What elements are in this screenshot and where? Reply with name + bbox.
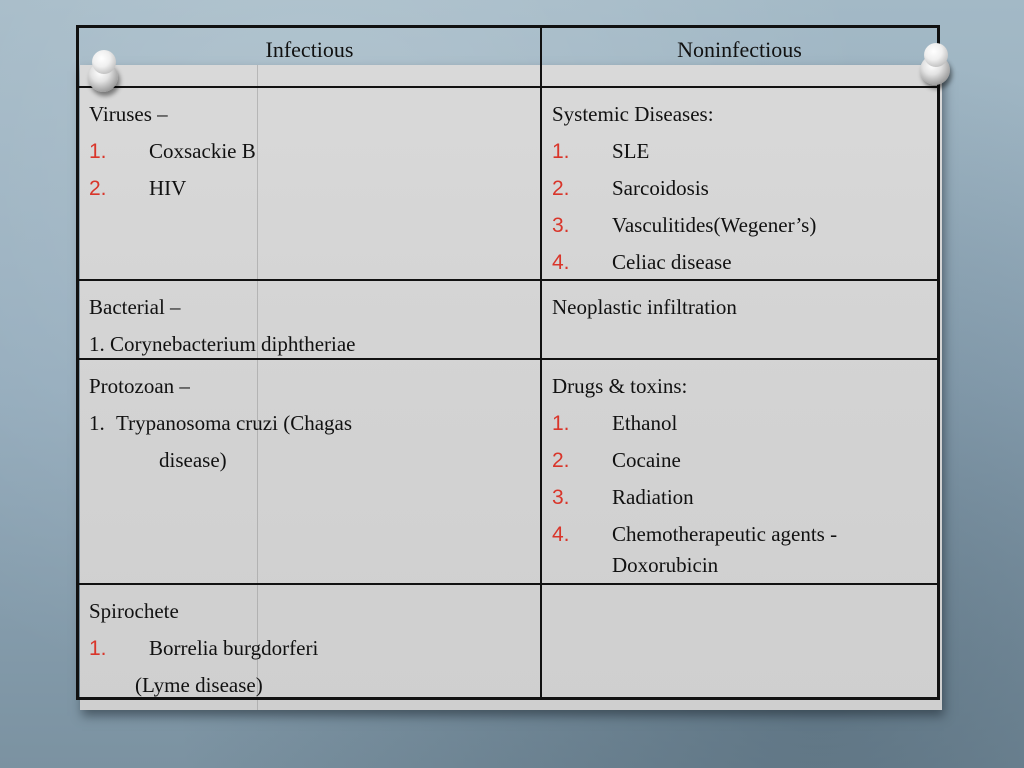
list-text: Trypanosoma cruzi (Chagas (116, 411, 353, 435)
list-number: 1. (89, 411, 105, 435)
list-item (552, 516, 927, 581)
list-number: 1. (552, 412, 570, 435)
viruses-title: Viruses – (89, 102, 168, 126)
list-text: Ethanol (612, 411, 678, 435)
list-number: 1. (89, 140, 107, 163)
cell-drugs-toxins (542, 360, 937, 589)
bacterial-title: Bacterial – (89, 295, 181, 319)
pushpin-icon (920, 55, 950, 85)
list-item (89, 133, 530, 170)
list-item (552, 133, 927, 170)
list-text: Celiac disease (612, 250, 732, 274)
list-item (89, 405, 530, 442)
list-number: 2. (552, 177, 570, 200)
list-item (552, 244, 927, 281)
cell-spirochete (79, 585, 540, 712)
list-number: 1. (89, 637, 107, 660)
cell-empty (542, 585, 937, 601)
list-item (552, 442, 927, 479)
list-text-continuation: Doxorubicin (612, 553, 719, 577)
cell-neoplastic (542, 281, 937, 334)
spirochete-note: (Lyme disease) (135, 673, 263, 697)
list-item (552, 207, 927, 244)
list-text: Radiation (612, 485, 694, 509)
list-item (552, 170, 927, 207)
list-number: 4. (552, 523, 570, 546)
list-text: Borrelia burgdorferi (149, 636, 319, 660)
list-number: 2. (552, 449, 570, 472)
list-number: 3. (552, 214, 570, 237)
protozoan-title: Protozoan – (89, 374, 190, 398)
list-number: 2. (89, 177, 107, 200)
list-item (89, 630, 530, 667)
list-item (89, 170, 530, 207)
list-text: Vasculitides(Wegener’s) (612, 213, 817, 237)
list-number: 1. (552, 140, 570, 163)
bacterial-item: 1. Corynebacterium diphtheriae (89, 332, 356, 356)
list-number: 4. (552, 251, 570, 274)
list-item (552, 405, 927, 442)
list-text: SLE (612, 139, 650, 163)
list-text: Coxsackie B (149, 139, 256, 163)
list-text-continuation: disease) (159, 448, 227, 472)
list-number: 3. (552, 486, 570, 509)
etiology-table (76, 25, 940, 700)
list-text: HIV (149, 176, 187, 200)
systemic-title: Systemic Diseases: (552, 102, 714, 126)
spirochete-title: Spirochete (89, 599, 179, 623)
cell-systemic-diseases (542, 88, 937, 289)
list-text: Sarcoidosis (612, 176, 709, 200)
cell-bacterial (79, 281, 540, 371)
header-infectious: Infectious (265, 37, 354, 62)
list-text: Chemotherapeutic agents - (612, 522, 838, 546)
cell-viruses (79, 88, 540, 215)
list-text: Cocaine (612, 448, 681, 472)
header-noninfectious: Noninfectious (677, 37, 802, 62)
neoplastic-title: Neoplastic infiltration (552, 295, 737, 319)
pushpin-icon (88, 62, 118, 92)
drugs-title: Drugs & toxins: (552, 374, 688, 398)
list-item (552, 479, 927, 516)
cell-protozoan (79, 360, 540, 487)
